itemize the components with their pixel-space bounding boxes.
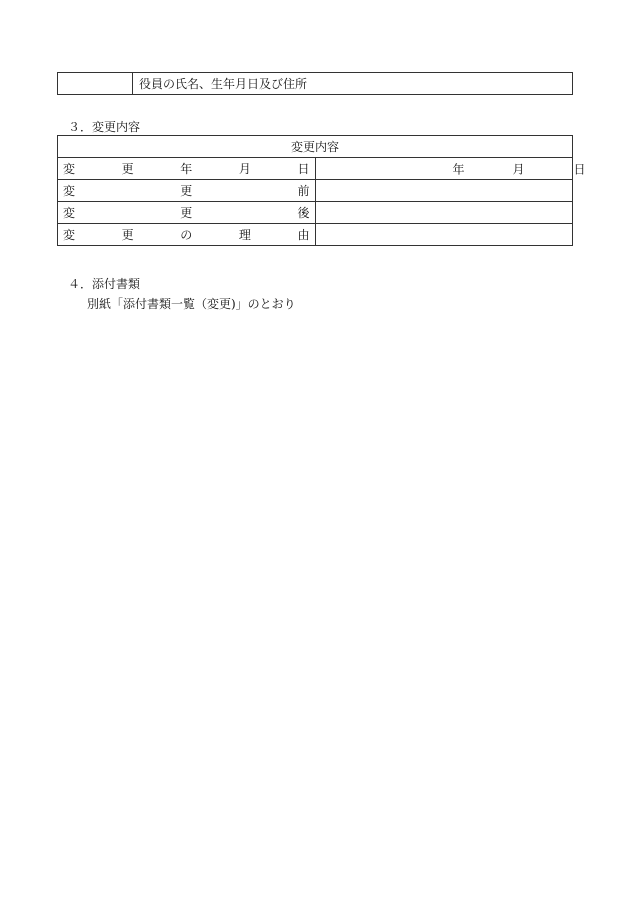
label-char: 前 bbox=[297, 184, 310, 198]
officer-info-table bbox=[57, 72, 573, 95]
label-char: 変 bbox=[63, 162, 76, 176]
top-row-value: 役員の氏名、生年月日及び住所 bbox=[133, 73, 573, 95]
label-char: の bbox=[180, 228, 193, 242]
table-row bbox=[58, 158, 573, 180]
table-row bbox=[58, 180, 573, 202]
label-char: 日 bbox=[297, 162, 310, 176]
label-char: 更 bbox=[180, 184, 193, 198]
label-char: 変 bbox=[63, 206, 76, 220]
change-date-value bbox=[315, 158, 586, 180]
label-char: 由 bbox=[297, 228, 310, 242]
label-char: 年 bbox=[180, 162, 193, 176]
section-4-heading: ４．添付書類 bbox=[68, 277, 141, 291]
table-header-row bbox=[58, 136, 573, 158]
attachment-note: 別紙「添付書類一覧（変更)」のとおり bbox=[87, 297, 296, 311]
section-3-heading: ３．変更内容 bbox=[68, 120, 141, 134]
top-row-label bbox=[58, 73, 133, 95]
change-date-label bbox=[58, 158, 316, 180]
label-char: 更 bbox=[121, 162, 134, 176]
label-char: 更 bbox=[180, 206, 193, 220]
table-header: 変更内容 bbox=[58, 136, 573, 158]
change-details-table bbox=[57, 135, 586, 246]
label-char: 更 bbox=[121, 228, 134, 242]
change-reason-label bbox=[58, 224, 316, 246]
table-row bbox=[58, 73, 573, 95]
before-change-value bbox=[315, 180, 573, 202]
after-change-label bbox=[58, 202, 316, 224]
label-char: 変 bbox=[63, 228, 76, 242]
table-row bbox=[58, 224, 573, 246]
label-char: 月 bbox=[238, 162, 251, 176]
change-reason-value bbox=[315, 224, 573, 246]
before-change-label bbox=[58, 180, 316, 202]
date-month-label: 月 bbox=[512, 162, 525, 176]
label-char: 変 bbox=[63, 184, 76, 198]
label-char: 理 bbox=[238, 228, 251, 242]
table-row bbox=[58, 202, 573, 224]
label-char: 後 bbox=[297, 206, 310, 220]
after-change-value bbox=[315, 202, 573, 224]
date-year-label: 年 bbox=[452, 162, 465, 176]
date-day-label: 日 bbox=[573, 162, 586, 176]
